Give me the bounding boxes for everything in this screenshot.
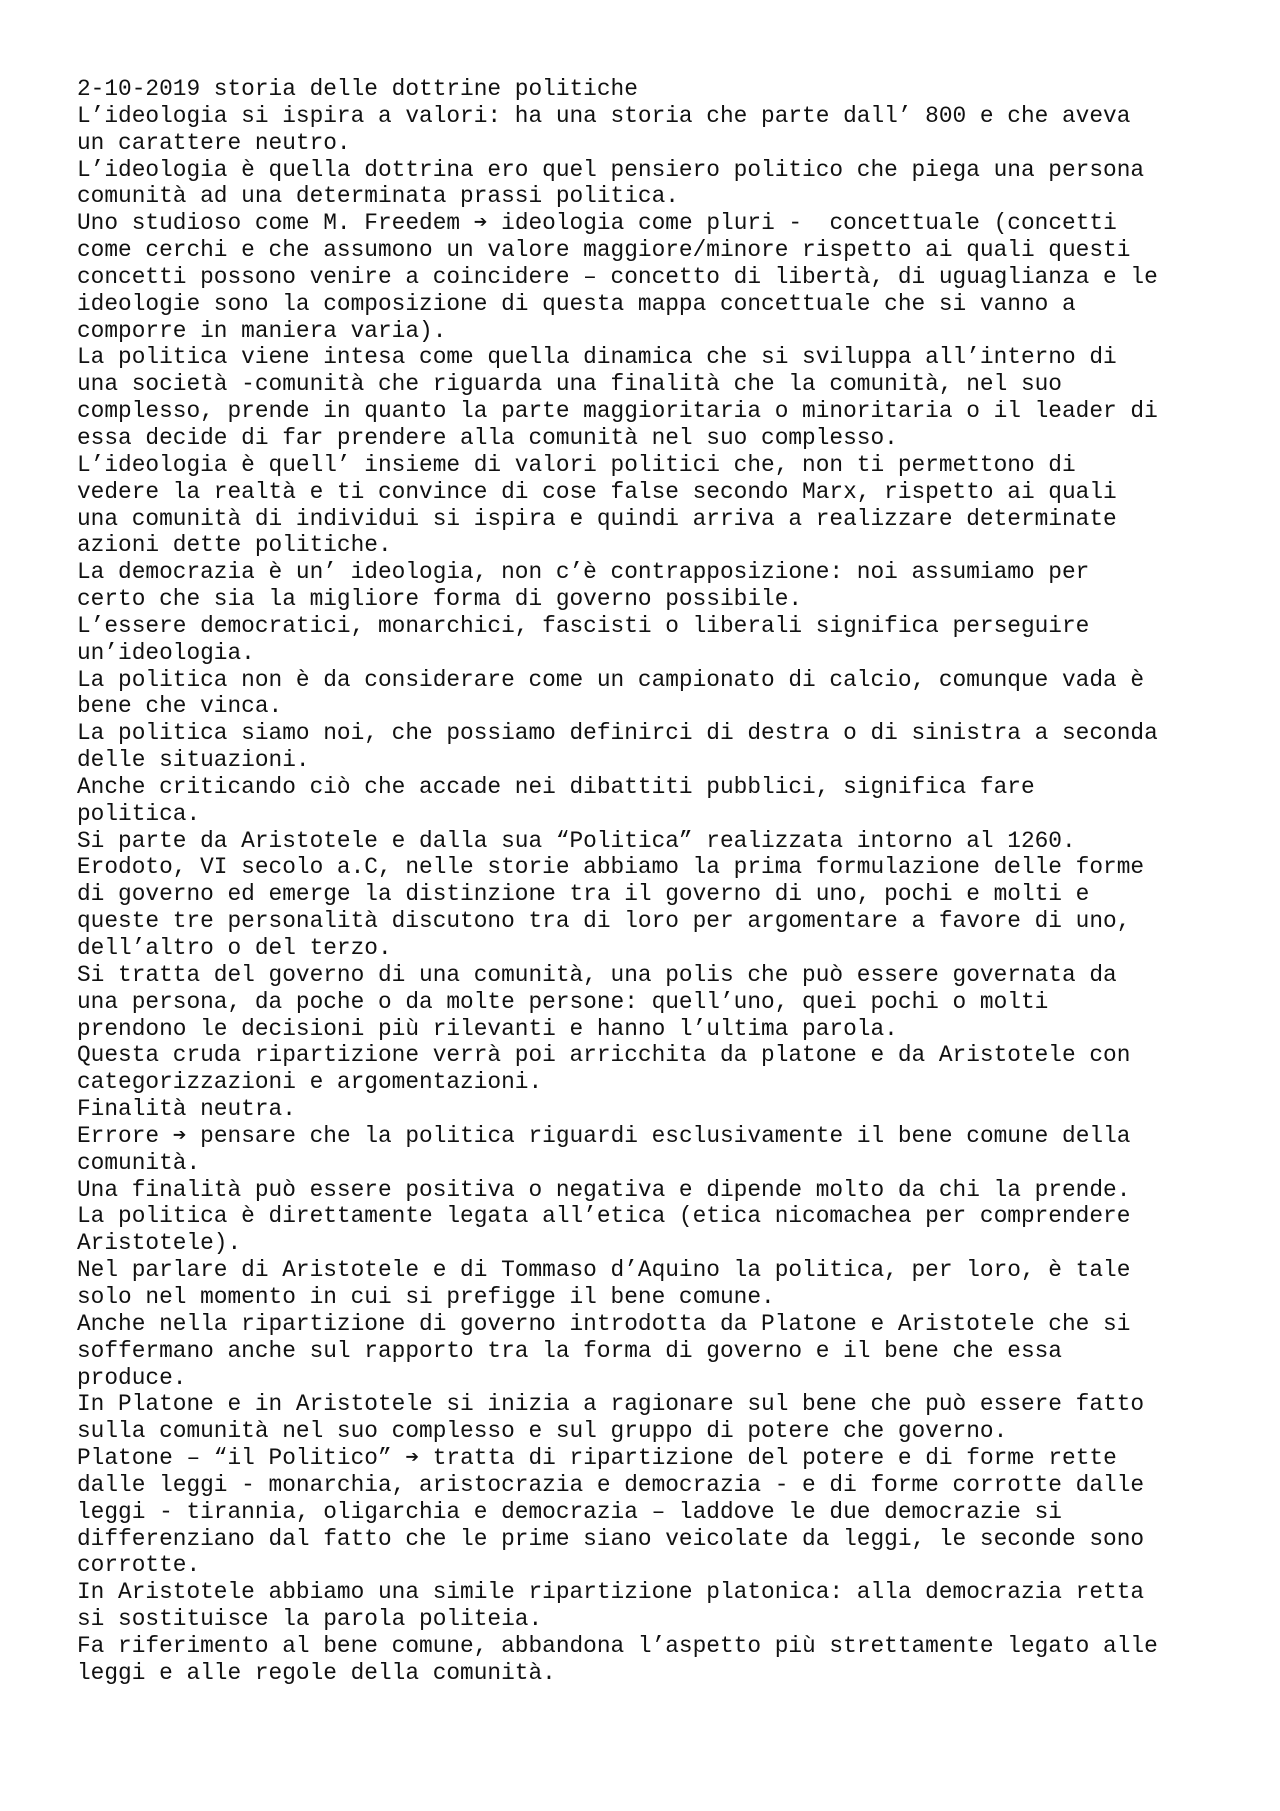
text-line: complesso, prende in quanto la parte maggioritaria o minoritaria o il leader di [77,398,1158,425]
text-line: produce. [77,1364,187,1391]
text-line: La politica non è da considerare come un campionato di calcio, comunque vada è [77,666,1145,693]
text-line: In Platone e in Aristotele si inizia a ragionare sul bene che può essere fatto [77,1391,1145,1418]
text-line: una persona, da poche o da molte persone: quell’uno, quei pochi o molti [77,988,1049,1015]
document-text [77,76,1237,1687]
text-line: un carattere neutro. [77,129,351,156]
text-line: L’ideologia è quell’ insieme di valori politici che, non ti permettono di [77,451,1076,478]
text-line: comunità. [77,1149,201,1176]
text-line: L’essere democratici, monarchici, fascisti o liberali significa perseguire [77,612,1090,639]
text-line: soffermano anche sul rapporto tra la forma di governo e il bene che essa [77,1337,1062,1364]
text-line: Fa riferimento al bene comune, abbandona l’aspetto più strettamente legato alle [77,1632,1158,1659]
text-line: Una finalità può essere positiva o negativa e dipende molto da chi la prende. [77,1176,1131,1203]
text-line: di governo ed emerge la distinzione tra il governo di uno, pochi e molti e [77,881,1090,908]
text-line: La democrazia è un’ ideologia, non c’è contrapposizione: noi assumiamo per [77,559,1090,586]
text-line: leggi - tirannia, oligarchia e democrazia – laddove le due democrazie si [77,1498,1062,1525]
text-line: differenziano dal fatto che le prime siano veicolate da leggi, le seconde sono [77,1525,1145,1552]
text-line: dell’altro o del terzo. [77,935,392,961]
text-line: L’ideologia si ispira a valori: ha una storia che parte dall’ 800 e che aveva [77,102,1131,129]
text-line: leggi e alle regole della comunità. [77,1659,556,1686]
text-line: Errore ➔ pensare che la politica riguardi esclusivamente il bene comune della [77,1122,1131,1149]
text-line: dalle leggi - monarchia, aristocrazia e democrazia - e di forme corrotte dalle [77,1471,1145,1498]
text-line: prendono le decisioni più rilevanti e hanno l’ultima parola. [77,1015,898,1042]
text-line: La politica è direttamente legata all’etica (etica nicomachea per comprendere [77,1203,1131,1230]
text-line: Si tratta del governo di una comunità, una polis che può essere governata da [77,961,1117,988]
text-line: essa decide di far prendere alla comunità nel suo complesso. [77,424,898,451]
text-line: un’ideologia. [77,639,255,666]
text-line: azioni dette politiche. [77,532,392,559]
text-line: solo nel momento in cui si prefigge il bene comune. [77,1283,775,1310]
text-line: Anche nella ripartizione di governo introdotta da Platone e Aristotele che si [77,1310,1131,1337]
text-line: vedere la realtà e ti convince di cose false secondo Marx, rispetto ai quali [77,478,1117,505]
text-line: Questa cruda ripartizione verrà poi arricchita da platone e da Aristotele con [77,1042,1131,1069]
text-line: ideologie sono la composizione di questa mappa concettuale che si vanno a [77,290,1076,317]
text-line: certo che sia la migliore forma di governo possibile. [77,586,803,613]
text-line: come cerchi e che assumono un valore maggiore/minore rispetto ai quali questi [77,237,1131,264]
text-line: Erodoto, VI secolo a.C, nelle storie abbiamo la prima formulazione delle forme [77,854,1145,881]
text-line: L’ideologia è quella dottrina ero quel pensiero politico che piega una persona [77,156,1145,183]
text-line: corrotte. [77,1552,201,1579]
text-line: sulla comunità nel suo complesso e sul gruppo di potere che governo. [77,1418,1008,1445]
text-line: delle situazioni. [77,747,310,774]
text-line: Platone – “il Politico” ➔ tratta di ripartizione del potere e di forme rette [77,1445,1117,1472]
text-line: una comunità di individui si ispira e quindi arriva a realizzare determinate [77,505,1117,532]
text-line: 2-10-2019 storia delle dottrine politiche [77,76,638,102]
text-line: comunità ad una determinata prassi politica. [77,183,679,210]
text-line: comporre in maniera varia). [77,317,447,344]
text-line: La politica siamo noi, che possiamo definirci di destra o di sinistra a seconda [77,720,1158,747]
text-line: concetti possono venire a coincidere – concetto di libertà, di uguaglianza e le [77,263,1158,290]
text-line: queste tre personalità discutono tra di loro per argomentare a favore di uno, [77,908,1131,935]
text-line: Nel parlare di Aristotele e di Tommaso d’Aquino la politica, per loro, è tale [77,1257,1131,1284]
text-line: Si parte da Aristotele e dalla sua “Politica” realizzata intorno al 1260. [77,827,1076,854]
text-line: Uno studioso come M. Freedem ➔ ideologia come pluri - concettuale (concetti [77,210,1117,237]
text-line: In Aristotele abbiamo una simile ripartizione platonica: alla democrazia retta [77,1579,1145,1606]
text-line: bene che vinca. [77,693,283,720]
text-line: si sostituisce la parola politeia. [77,1606,543,1633]
text-line: categorizzazioni e argomentazioni. [77,1069,543,1096]
text-line: politica. [77,800,201,827]
text-line: una società -comunità che riguarda una finalità che la comunità, nel suo [77,371,1062,398]
text-line: Finalità neutra. [77,1096,296,1123]
text-line: Aristotele). [77,1230,242,1257]
text-line: La politica viene intesa come quella dinamica che si sviluppa all’interno di [77,344,1117,371]
text-line: Anche criticando ciò che accade nei dibattiti pubblici, significa fare [77,773,1035,800]
